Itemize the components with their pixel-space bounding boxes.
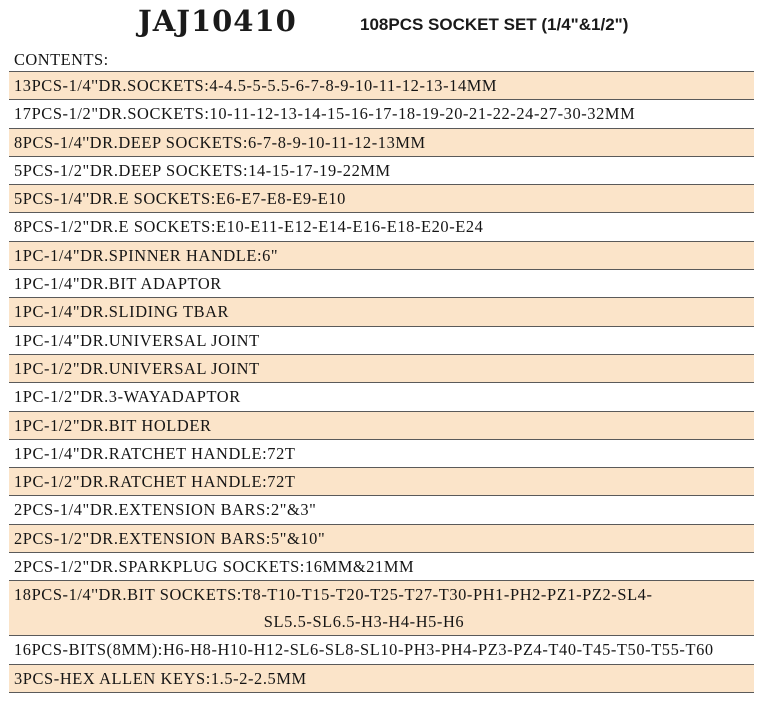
row-text: 18PCS-1/4''DR.BIT SOCKETS:T8-T10-T15-T20-T25-T27-T30-PH1-PH2-PZ1-PZ2-SL4- — [14, 585, 653, 605]
row-text: 13PCS-1/4''DR.SOCKETS:4-4.5-5-5.5-6-7-8-9-10-11-12-13-14MM — [14, 76, 498, 95]
row-text: 1PC-1/2"DR.3-WAYADAPTOR — [14, 387, 241, 407]
table-row — [9, 242, 754, 270]
row-text: 2PCS-1/4"DR.EXTENSION BARS:2"&3" — [14, 500, 317, 520]
table-row — [9, 298, 754, 326]
row-text: 1PC-1/4"DR.BIT ADAPTOR — [14, 274, 222, 294]
row-text: 5PCS-1/4''DR.E SOCKETS:E6-E7-E8-E9-E10 — [14, 189, 346, 209]
table-row — [9, 636, 754, 664]
table-row — [9, 581, 754, 636]
row-text: 1PC-1/4"DR.SLIDING TBAR — [14, 302, 230, 322]
table-row — [9, 383, 754, 411]
row-text: 5PCS-1/2"DR.DEEP SOCKETS:14-15-17-19-22MM — [14, 160, 391, 180]
table-row — [9, 496, 754, 524]
row-text: 16PCS-BITS(8MM):H6-H8-H10-H12-SL6-SL8-SL10-PH3-PH4-PZ3-PZ4-T40-T45-T50-T55-T60 — [14, 640, 714, 660]
row-text: 8PCS-1/4''DR.DEEP SOCKETS:6-7-8-9-10-11-12-13MM — [14, 132, 426, 152]
row-text: 1PC-1/2"DR.BIT HOLDER — [14, 415, 212, 435]
table-row — [9, 100, 754, 128]
table-row — [9, 72, 754, 100]
row-text: 2PCS-1/2"DR.EXTENSION BARS:5"&10" — [14, 528, 326, 548]
table-row — [9, 157, 754, 185]
row-text: 2PCS-1/2"DR.SPARKPLUG SOCKETS:16MM&21MM — [14, 557, 415, 577]
contents-label: CONTENTS: — [9, 47, 754, 72]
row-text: 1PC-1/4"DR.UNIVERSAL JOINT — [14, 330, 260, 350]
row-text-continued: SL5.5-SL6.5-H3-H4-H5-H6 — [263, 612, 465, 632]
table-row — [9, 270, 754, 298]
row-text: 1PC-1/2"DR.RATCHET HANDLE:72T — [14, 472, 296, 492]
table-row — [9, 440, 754, 468]
row-text: 8PCS-1/2"DR.E SOCKETS:E10-E11-E12-E14-E16-E18-E20-E24 — [14, 217, 484, 237]
model-number: JAJ10410 — [138, 4, 297, 38]
table-row — [9, 355, 754, 383]
table-row — [9, 665, 754, 693]
table-row — [9, 553, 754, 581]
table-row — [9, 213, 754, 241]
row-text: 1PC-1/4"DR.SPINNER HANDLE:6" — [14, 245, 279, 265]
row-text: 1PC-1/4"DR.RATCHET HANDLE:72T — [14, 443, 296, 463]
table-row — [9, 468, 754, 496]
row-text: 17PCS-1/2"DR.SOCKETS:10-11-12-13-14-15-16-17-18-19-20-21-22-24-27-30-32MM — [14, 104, 636, 124]
row-text: 1PC-1/2"DR.UNIVERSAL JOINT — [14, 358, 260, 378]
table-row — [9, 412, 754, 440]
table-row — [9, 327, 754, 355]
table-row — [9, 185, 754, 213]
contents-table — [9, 47, 754, 693]
set-title: 108PCS SOCKET SET (1/4"&1/2") — [360, 15, 629, 34]
row-text: 3PCS-HEX ALLEN KEYS:1.5-2-2.5MM — [14, 668, 307, 688]
table-row — [9, 525, 754, 553]
table-row — [9, 129, 754, 157]
